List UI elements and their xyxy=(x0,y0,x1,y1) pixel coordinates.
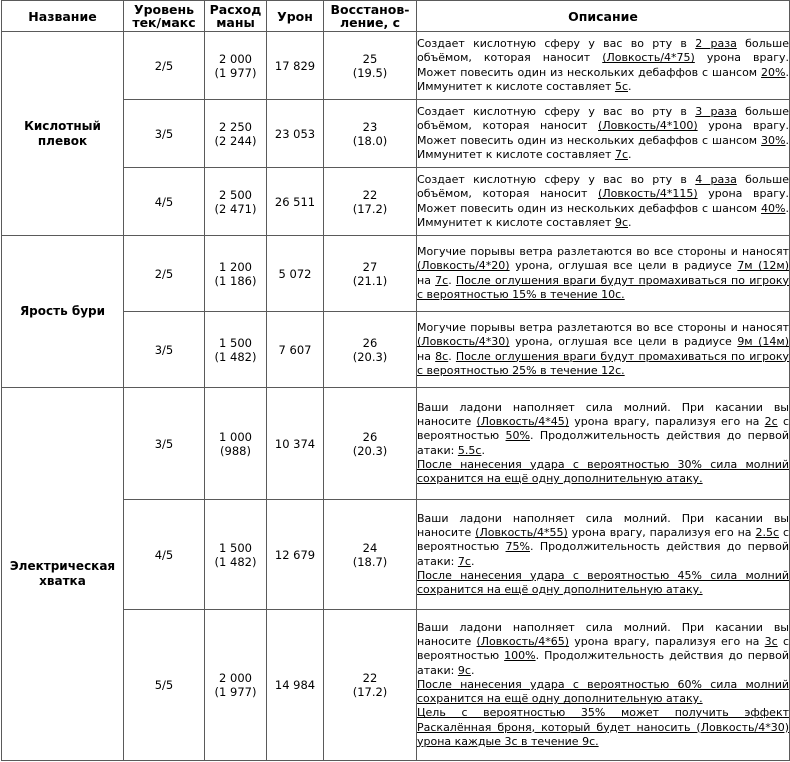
skill-cooldown xyxy=(324,32,417,100)
cooldown-actual: (19.5) xyxy=(352,65,388,80)
column-header-cooldown-line1: Восстанов- xyxy=(330,2,410,17)
desc-highlight: 2с xyxy=(764,415,778,429)
desc-text: Ваши ладони наполняет сила молний. При касании вы наносите xyxy=(417,621,789,649)
mana-base: 1 000 xyxy=(219,429,252,444)
column-header-mana xyxy=(205,1,267,32)
cooldown-actual: (17.2) xyxy=(352,685,388,699)
description-paragraph xyxy=(417,512,789,569)
table-row xyxy=(2,236,790,312)
desc-text: . xyxy=(628,147,632,161)
desc-highlight: (Ловкость/4*100) xyxy=(598,119,698,133)
desc-text: на xyxy=(417,273,436,287)
description-paragraph xyxy=(417,321,789,378)
desc-text: . Продолжительность действия до первой атаки: xyxy=(417,429,789,457)
skill-level: 3/5 xyxy=(124,312,205,388)
column-header-cooldown xyxy=(324,1,417,32)
skill-level: 3/5 xyxy=(124,100,205,168)
desc-text: Ваши ладони наполняет сила молний. При касании вы наносите xyxy=(417,511,789,540)
column-header-damage: Урон xyxy=(267,1,324,32)
mana-base: 1 500 xyxy=(219,335,252,350)
desc-text: урона, оглушая все цели в радиусе xyxy=(509,335,738,349)
desc-highlight: 75% xyxy=(505,540,530,554)
desc-highlight: После оглушения враги будут промахиваться по игроку с вероятностью 15% в течение 10с. xyxy=(417,273,789,301)
description-paragraph xyxy=(417,245,789,302)
cooldown-base: 26 xyxy=(362,429,378,444)
skill-damage: 12 679 xyxy=(267,500,324,610)
desc-highlight: 5.5с xyxy=(457,443,482,457)
mana-base: 2 500 xyxy=(219,187,252,202)
desc-text: . Продолжительность действия до первой атаки: xyxy=(417,540,789,568)
skill-damage: 17 829 xyxy=(267,32,324,100)
cooldown-base: 23 xyxy=(362,119,378,134)
skill-name: Ярость бури xyxy=(2,236,124,388)
mana-actual: (1 977) xyxy=(214,685,257,699)
desc-text: Создает кислотную сферу у вас во рту в xyxy=(417,173,696,187)
desc-text: Могучие порывы ветра разлетаются во все стороны и наносят xyxy=(417,245,789,259)
mana-actual: (988) xyxy=(220,443,251,458)
desc-text: урона врагу. Может повесить один из нескольких дебаффов с шансом xyxy=(417,51,789,79)
desc-text: урона врагу, парализуя его на xyxy=(569,635,765,649)
desc-text: урона врагу, парализуя его на xyxy=(567,526,756,540)
skill-description xyxy=(417,500,790,610)
skill-cooldown xyxy=(324,168,417,236)
skill-level: 4/5 xyxy=(124,500,205,610)
desc-text: Создает кислотную сферу у вас во рту в xyxy=(417,37,696,51)
mana-base: 1 200 xyxy=(219,259,252,274)
skill-description xyxy=(417,236,790,312)
desc-text: . xyxy=(448,273,456,287)
desc-highlight: 7с xyxy=(457,554,471,568)
cooldown-base: 22 xyxy=(362,187,378,202)
desc-highlight: 5с xyxy=(614,79,628,93)
cooldown-base: 24 xyxy=(362,540,378,555)
description-paragraph xyxy=(417,706,789,749)
skill-mana-cost xyxy=(205,500,267,610)
skill-mana-cost xyxy=(205,168,267,236)
mana-actual: (1 482) xyxy=(214,554,257,569)
skill-damage: 26 511 xyxy=(267,168,324,236)
mana-actual: (1 977) xyxy=(214,65,257,80)
skill-cooldown xyxy=(324,610,417,761)
cooldown-actual: (20.3) xyxy=(352,349,388,364)
desc-highlight: 100% xyxy=(504,649,536,663)
skill-level: 5/5 xyxy=(124,610,205,761)
skill-damage: 5 072 xyxy=(267,236,324,312)
desc-highlight: 3с xyxy=(764,635,778,649)
column-header-mana-line1: Расход xyxy=(209,2,262,17)
description-paragraph xyxy=(417,37,789,94)
desc-highlight: 2 раза xyxy=(695,37,737,51)
desc-text: урона врагу. Может повесить один из нескольких дебаффов с шансом xyxy=(417,187,789,215)
description-paragraph xyxy=(417,105,789,162)
column-header-level xyxy=(124,1,205,32)
mana-actual: (1 482) xyxy=(214,349,257,364)
skill-description xyxy=(417,312,790,388)
desc-text: больше объёмом, которая наносит xyxy=(417,37,789,65)
description-paragraph xyxy=(417,621,789,678)
skill-description xyxy=(417,100,790,168)
description-paragraph xyxy=(417,569,789,597)
skill-cooldown xyxy=(324,312,417,388)
desc-text: . xyxy=(481,443,485,457)
column-header-cooldown-line2: ление, с xyxy=(339,15,401,30)
desc-text: . Продолжительность действия до первой атаки: xyxy=(417,649,790,677)
table-body xyxy=(2,32,790,761)
desc-highlight: 40% xyxy=(761,201,786,215)
description-paragraph xyxy=(417,678,789,706)
desc-text: . xyxy=(470,554,475,568)
skill-mana-cost xyxy=(205,388,267,500)
mana-base: 2 000 xyxy=(219,51,252,66)
cooldown-base: 25 xyxy=(362,51,378,66)
skill-damage: 14 984 xyxy=(267,610,324,761)
desc-text: урона врагу, парализуя его на xyxy=(569,415,765,429)
mana-base: 2 250 xyxy=(219,119,252,134)
desc-text: . Иммунитет к кислоте составляет xyxy=(417,201,789,229)
desc-highlight: (Ловкость/4*55) xyxy=(475,526,568,540)
desc-highlight: (Ловкость/4*65) xyxy=(476,635,570,649)
desc-highlight: (Ловкость/4*30) xyxy=(417,335,510,349)
table-header xyxy=(2,1,790,32)
header-row xyxy=(2,1,790,32)
desc-highlight: 9м (14м) xyxy=(737,335,789,349)
skill-name: Электрическая хватка xyxy=(2,388,124,761)
skill-description xyxy=(417,388,790,500)
cooldown-actual: (17.2) xyxy=(352,201,388,216)
desc-highlight: 9с xyxy=(457,663,471,677)
skill-mana-cost xyxy=(205,312,267,388)
desc-text: урона, оглушая все цели в радиусе xyxy=(509,259,738,273)
desc-text: . xyxy=(470,663,475,677)
desc-text: . Иммунитет к кислоте составляет xyxy=(417,65,789,93)
skill-level: 4/5 xyxy=(124,168,205,236)
description-paragraph xyxy=(417,173,789,230)
skill-damage: 23 053 xyxy=(267,100,324,168)
column-header-description: Описание xyxy=(417,1,790,32)
cooldown-actual: (21.1) xyxy=(352,273,388,288)
description-paragraph xyxy=(417,458,789,486)
mana-base: 2 000 xyxy=(219,671,252,685)
skill-level: 3/5 xyxy=(124,388,205,500)
desc-highlight: (Ловкость/4*20) xyxy=(417,259,510,273)
skill-mana-cost xyxy=(205,610,267,761)
desc-highlight: 9с xyxy=(614,215,628,229)
table-row xyxy=(2,388,790,500)
desc-highlight: 7м (12м) xyxy=(737,259,789,273)
column-header-level-line1: Уровень xyxy=(133,2,195,17)
desc-highlight: 4 раза xyxy=(695,173,737,187)
skill-level: 2/5 xyxy=(124,236,205,312)
skill-description xyxy=(417,610,790,761)
desc-highlight: 7с xyxy=(435,273,449,287)
skill-mana-cost xyxy=(205,100,267,168)
desc-text: больше объёмом, которая наносит xyxy=(417,173,789,201)
desc-text: . Иммунитет к кислоте составляет xyxy=(417,133,789,161)
desc-text: на xyxy=(417,349,436,363)
column-header-name: Название xyxy=(2,1,124,32)
desc-highlight: 50% xyxy=(505,429,530,443)
desc-highlight: 7с xyxy=(614,147,628,161)
mana-base: 1 500 xyxy=(219,540,252,555)
column-header-level-line2: тек/макс xyxy=(132,15,196,30)
desc-text: с вероятностью xyxy=(417,635,789,663)
desc-highlight: (Ловкость/4*75) xyxy=(602,51,695,65)
desc-highlight: 8с xyxy=(435,349,449,363)
mana-actual: (1 186) xyxy=(214,273,257,288)
cooldown-base: 26 xyxy=(362,335,378,350)
column-header-mana-line2: маны xyxy=(216,15,255,30)
desc-highlight: Цель с вероятностью 35% может получить эффект Раскалённая броня, который будет наносить (Ловкость/4*30) урона каждые 3с в течение 9с. xyxy=(417,706,789,748)
skill-damage: 10 374 xyxy=(267,388,324,500)
desc-text: Ваши ладони наполняет сила молний. При касании вы наносите xyxy=(417,400,789,429)
skill-name: Кислотный плевок xyxy=(2,32,124,236)
cooldown-actual: (18.7) xyxy=(352,554,388,569)
desc-text: . xyxy=(628,79,632,93)
mana-actual: (2 471) xyxy=(214,201,257,216)
skill-level: 2/5 xyxy=(124,32,205,100)
desc-highlight: 3 раза xyxy=(695,105,737,119)
desc-highlight: 30% xyxy=(761,133,786,147)
desc-text: Создает кислотную сферу у вас во рту в xyxy=(417,105,696,119)
skill-table xyxy=(1,0,790,761)
skill-mana-cost xyxy=(205,236,267,312)
desc-highlight: После нанесения удара с вероятностью 45% сила молний сохранится на ещё одну дополнительную атаку. xyxy=(417,568,789,596)
skill-cooldown xyxy=(324,388,417,500)
desc-text: с вероятностью xyxy=(417,526,789,554)
desc-highlight: 2.5с xyxy=(755,526,780,540)
desc-text: Могучие порывы ветра разлетаются во все стороны и наносят xyxy=(417,321,789,335)
desc-text: с вероятностью xyxy=(417,415,789,443)
skill-description xyxy=(417,32,790,100)
skill-damage: 7 607 xyxy=(267,312,324,388)
table-row xyxy=(2,32,790,100)
description-paragraph xyxy=(417,401,789,458)
cooldown-actual: (20.3) xyxy=(352,443,388,458)
desc-highlight: (Ловкость/4*115) xyxy=(598,187,698,201)
desc-highlight: (Ловкость/4*45) xyxy=(476,415,570,429)
mana-actual: (2 244) xyxy=(214,133,257,148)
desc-text: больше объёмом, которая наносит xyxy=(417,105,789,133)
desc-text: . xyxy=(628,215,632,229)
desc-text: урона врагу. Может повесить один из нескольких дебаффов с шансом xyxy=(417,119,789,147)
desc-highlight: После нанесения удара с вероятностью 30% сила молний сохранится на ещё одну дополнительную атаку. xyxy=(417,457,789,485)
desc-highlight: 20% xyxy=(761,65,786,79)
skill-cooldown xyxy=(324,500,417,610)
skill-cooldown xyxy=(324,236,417,312)
desc-highlight: После нанесения удара с вероятностью 60% сила молний сохранится на ещё одну дополнительную атаку. xyxy=(417,677,789,706)
desc-highlight: После оглушения враги будут промахиваться по игроку с вероятностью 25% в течение 12с. xyxy=(417,349,789,377)
skill-cooldown xyxy=(324,100,417,168)
cooldown-actual: (18.0) xyxy=(352,133,388,148)
skill-description xyxy=(417,168,790,236)
cooldown-base: 22 xyxy=(362,671,378,685)
cooldown-base: 27 xyxy=(362,259,378,274)
skill-mana-cost xyxy=(205,32,267,100)
desc-text: . xyxy=(448,349,456,363)
